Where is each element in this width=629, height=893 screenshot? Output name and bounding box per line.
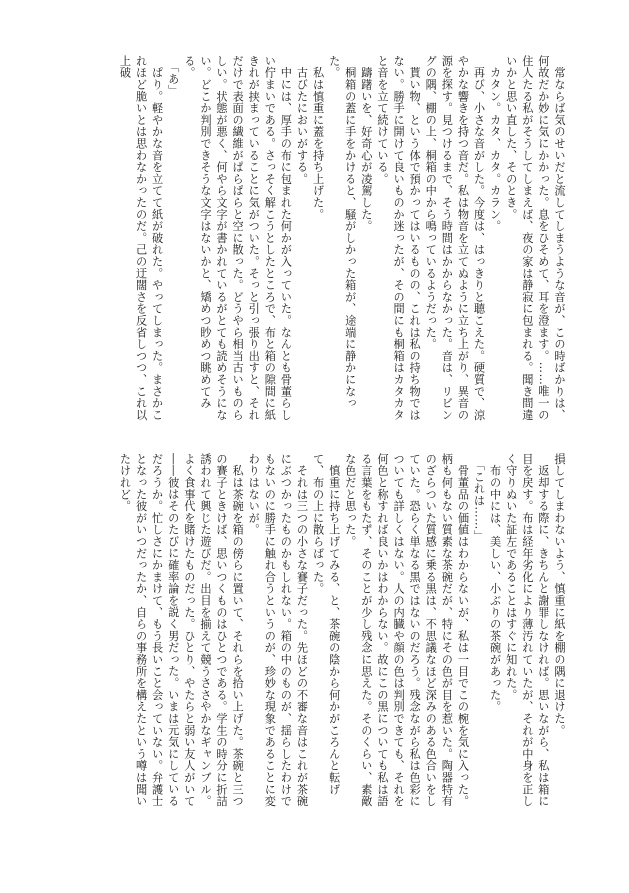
paragraph: 再び、小さな音がした。今度は、はっきりと聴こえた。硬質で、涼やかな響きを持つ音だ。私は物音を立てぬように立ち上がり、異音の源を探す。見つけるまで、そう時間はかからなかった。音は、リビングの隅、棚の上、桐箱の中から鳴っているようだった。 <box>424 55 486 421</box>
paragraph: 桐箱の蓋に手をかけると、騒がしかった箱が、途端に静かになった。 <box>327 55 357 409</box>
paragraph: 「これは……」 <box>472 453 486 542</box>
paragraph: 中には、厚手の布に包まれた何かが入っていた。なんとも骨董らしい佇まいである。さっそく解こうとしたところで、布と箱の隙間に紙きれが挟まっていることに気がついた。そっと引っ張り出すと、それだけで表面の繊維がぱらぱらと空に散った。どうやら相当古いものらしい。状態が悪く、何やら文字が書かれているがとても読めそうにない。どこか判別できそうな文字はないかと、矯めつ眇めつ眺めてみる。 <box>182 55 293 421</box>
paragraph: 私は慎重に蓋を持ち上げた。 <box>311 55 325 221</box>
paragraph: 「あ」 <box>166 55 180 97</box>
text-block-upper <box>67 55 567 427</box>
paragraph: 古びたにおいがする。 <box>295 55 309 185</box>
paragraph: 常ならば気のせいだと流してしまうような音が、この時ばかりは、何故だか妙に気にかかった。息をひそめて、耳を澄ます。……唯一の住人たる私がそうしてしまえば、夜の家は静寂に包まれる。聞き間違いかと思い直した、そのとき。 <box>504 55 566 421</box>
paragraph: 骨董品の価値はわからないが、私は一目でこの椀を気に入った。柄も何もない質素な茶碗だが、特にその色が目を惹いた。陶器特有のざらついた質感に乗る黒は、不思議なほど深みのある色合いをしていた。恐らく単なる黒ではないのだろう。残念ながら私は色彩についても詳しくはない。人の内臓や顔の色は判別できても、それを何色と称すれば良いかはわからない。故にこの黒についても私は語る言葉をもたず、そのことが少し残念に思えた。そのくらい、素敵な色だと思った。 <box>343 453 470 807</box>
paragraph: カタン。カタ、カタ。カラン。 <box>488 55 502 232</box>
paragraph: 貰い物、という体で預かってはいるものの、これは私の持ち物ではない。勝手に開けて良いものか迷ったが、その間にも桐箱はカタカタと音を立て続けている。 <box>375 55 422 421</box>
paragraph: 私は茶碗を箱の傍らに置いて、それらを拾い上げた。茶碗と三つの賽子ときけば、思いつくものはひとつである。学生の時分に折詰誘われて興じた遊びだ。出目を揃えて競うささやかなギャンブル。よく食事代を賭けたものだった。ひとり、やたらと弱い友人がいて――彼はそのたびに確率論を説く男だった。いまは元気にしているだろうか。忙しさにかまけて、もう長いこと会っていない。弁護士となった彼がいつだったか、自らの事務所を構えたという噂は聞いたけれど。 <box>118 453 245 807</box>
paragraph: 布の中には、美しい、小ぶりの茶碗があった。 <box>488 453 502 713</box>
paragraph: 慎重に持ち上げてみる、と、茶碗の陰から何かがころんと転げて、布の上に散らばった。 <box>311 453 341 796</box>
paragraph: ぱり。軽やかな音を立てて紙が破れた。やってしまった。まさかこれほど脆いとは思わなかったのだ。己の迂闊さを反省しつつ、これ以上破 <box>118 55 164 421</box>
paragraph: 躊躇いを、好奇心が凌駕した。 <box>359 55 373 232</box>
paragraph: 損してしまわないよう、慎重に紙を棚の隅に退けた。 <box>553 453 566 737</box>
paragraph: それは三つの小さな賽子だった。先ほどの不審な音はこれが茶碗にぶつかったものかもしれない。箱の中のものが、揺らしたわけでもないのに勝手に触れ合うというのが、珍妙な現象であることに変わりはないが。 <box>247 453 309 807</box>
paragraph: 返却する際に、きちんと謝罪しなければ。思いながら、私は箱に目を戻す。布は経年劣化により薄汚れていたが、それが中身を正しく守りぬいた証左であることはすぐに知れた。 <box>504 453 550 807</box>
text-block-lower <box>67 453 567 813</box>
